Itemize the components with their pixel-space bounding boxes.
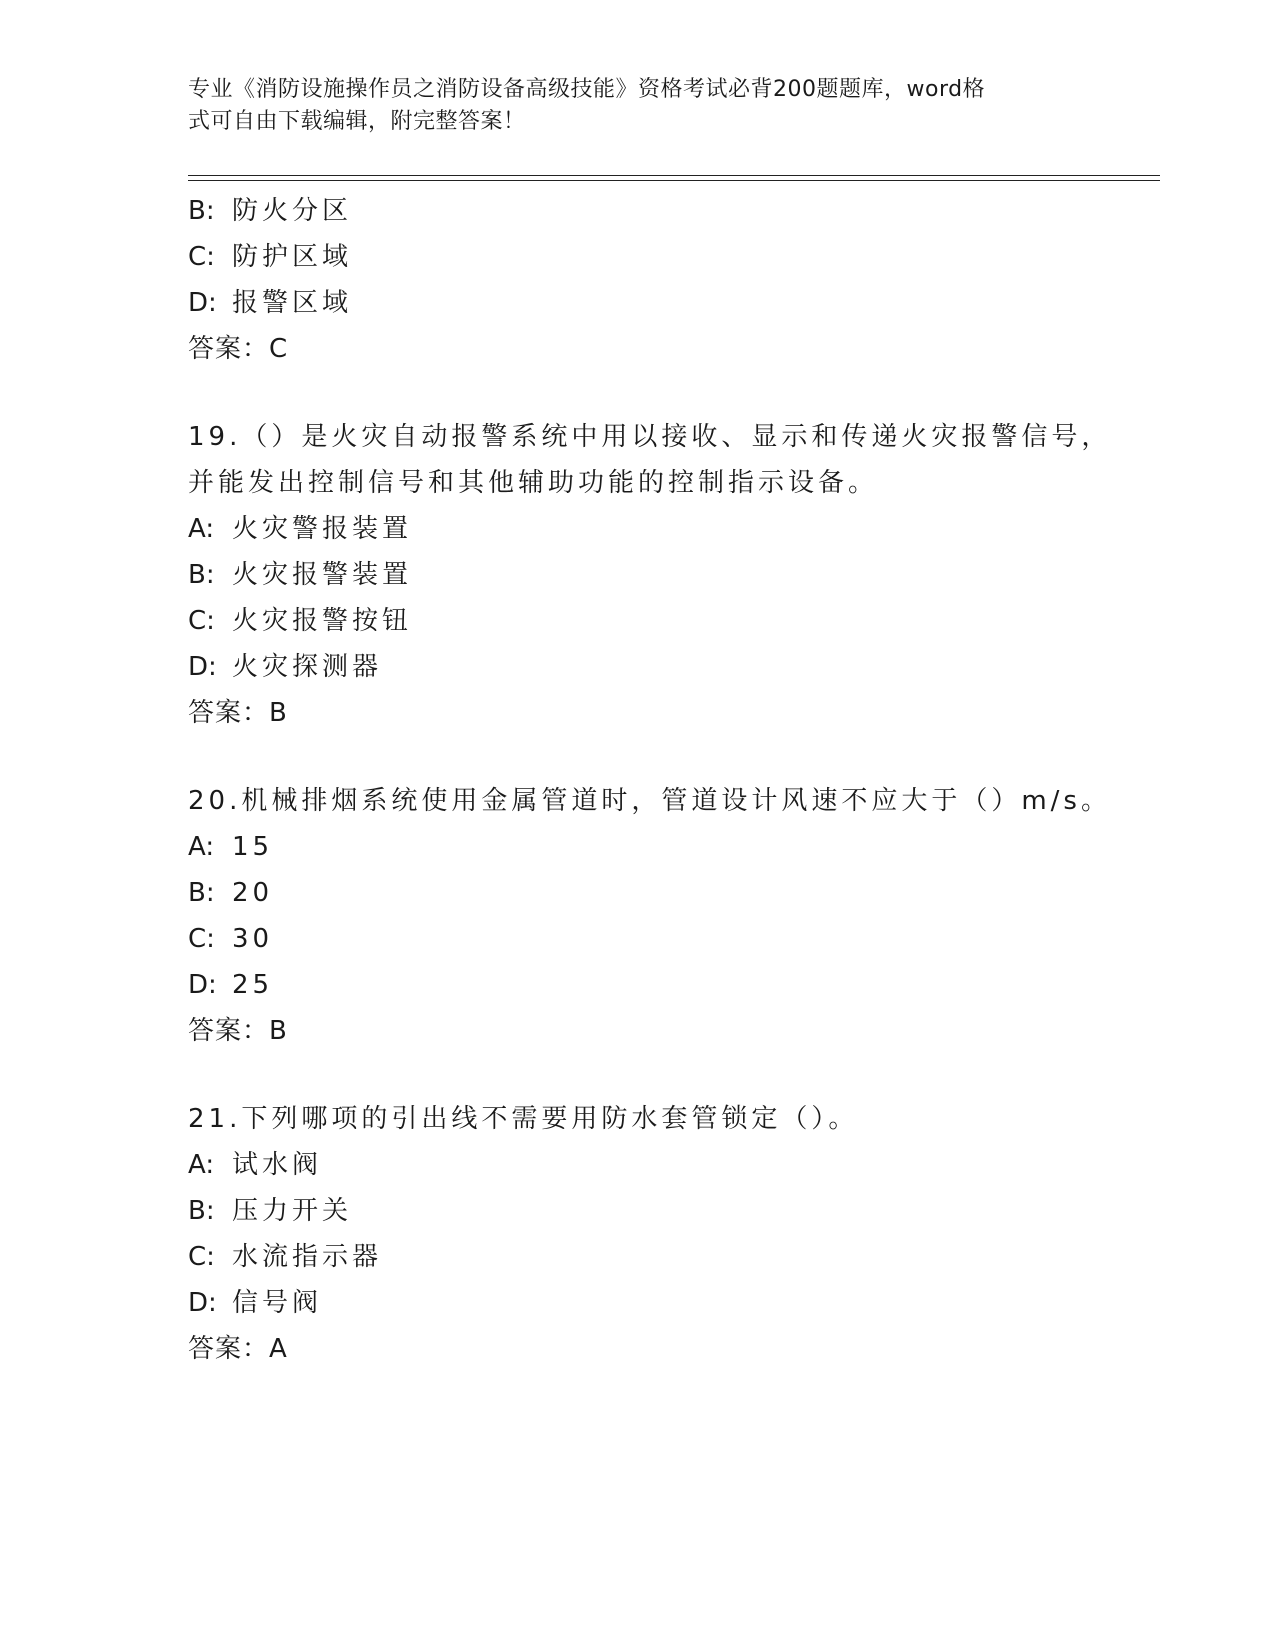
option-a: A: 火灾警报装置	[188, 514, 413, 544]
option-b: B: 火灾报警装置	[188, 560, 413, 590]
question-19	[188, 414, 1148, 736]
option-c: C: 30	[188, 924, 274, 954]
question-21	[188, 1096, 1148, 1372]
option-b: B: 压力开关	[188, 1196, 353, 1226]
answer: 答案：B	[188, 698, 288, 728]
option-c: C: 火灾报警按钮	[188, 606, 413, 636]
option-a: A: 15	[188, 832, 274, 862]
question-18-tail	[188, 188, 1148, 372]
header-line-1: 专业《消防设施操作员之消防设备高级技能》资格考试必背200题题库，word格	[188, 77, 986, 102]
option-b: B: 20	[188, 878, 274, 908]
option-c: C: 水流指示器	[188, 1242, 383, 1272]
answer: 答案：A	[188, 1334, 288, 1364]
option-d: D: 报警区域	[188, 288, 353, 318]
question-stem-line-1: 20.机械排烟系统使用金属管道时，管道设计风速不应大于（）m/s。	[188, 786, 1111, 816]
document-header	[188, 74, 1078, 138]
header-divider-top	[188, 175, 1160, 176]
option-b: B: 防火分区	[188, 196, 353, 226]
answer: 答案：B	[188, 1016, 288, 1046]
option-a: A: 试水阀	[188, 1150, 323, 1180]
question-stem-line-2: 并能发出控制信号和其他辅助功能的控制指示设备。	[188, 468, 879, 498]
question-20	[188, 778, 1148, 1054]
question-stem-line-1: 21.下列哪项的引出线不需要用防水套管锁定（）。	[188, 1104, 859, 1134]
header-divider-bottom	[188, 180, 1160, 181]
answer: 答案：C	[188, 334, 289, 364]
question-list	[188, 188, 1148, 1372]
question-stem-line-1: 19.（）是火灾自动报警系统中用以接收、显示和传递火灾报警信号，	[188, 422, 1112, 452]
option-d: D: 火灾探测器	[188, 652, 383, 682]
option-c: C: 防护区域	[188, 242, 353, 272]
option-d: D: 信号阀	[188, 1288, 323, 1318]
header-line-2: 式可自由下载编辑，附完整答案！	[188, 109, 526, 134]
option-d: D: 25	[188, 970, 274, 1000]
